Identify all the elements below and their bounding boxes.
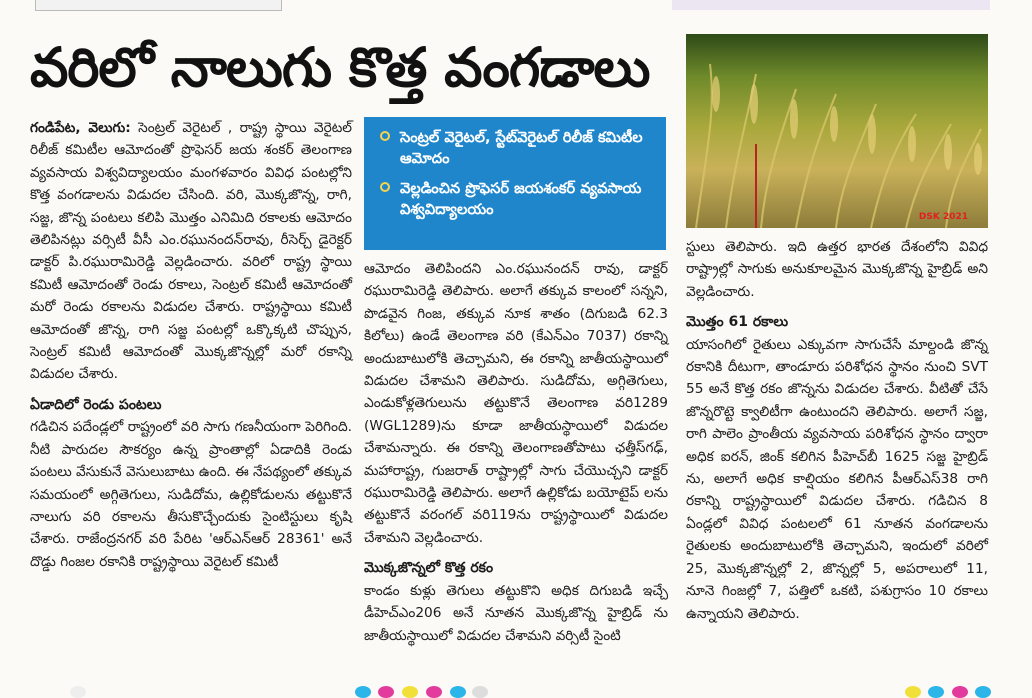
- registration-dot: [450, 686, 466, 698]
- subheading: మొక్కజొన్నలో కొత్త రకం: [364, 560, 494, 577]
- registration-dot: [70, 686, 86, 698]
- registration-dot: [975, 686, 991, 698]
- paragraph: ఆమోదం తెలిపిందని ఎం.రఘునందన్ రావు, డాక్టర్ రఘురామిరెడ్డి తెలిపారు. అలాగే తక్కువ కాలంలో సన్నని, పొడవైన గింజ, తక్కువ నూక శాతం (దిగుబడి 62.3 కిలోలు) ఉండే తెలంగాణ వరి (కేఎన్ఎం 7037) రకాన్ని అందుబాటులోకి తెచ్చామని, ఈ రకాన్ని జాతీయస్థాయిలో విడుదల చేశామని తెలిపారు. సుడిదోమ, అగ్గితెగులు, ఎండుకోళ్లతెగులును తట్టుకొనే తెలంగాణ వరి1289 (WGL1289)ను కూడా జాతీయస్థాయిలో విడుదల చేశామన్నారు. ఈ రకాన్ని తెలంగాణతోపాటు ఛత్తీస్‌గఢ్, మహారాష్ట్ర, గుజరాత్ రాష్ట్రాల్లో సాగు చేయొచ్చని డాక్టర్ రఘురామిరెడ్డి తెలిపారు. అలాగే ఉల్లికోడు బయోటైప్ లను తట్టుకొనే వరంగల్ వరి119ను రాష్ట్రస్థాయిలో విడుదల చేశామని వెల్లడించారు.: [364, 261, 668, 546]
- article-column-2: [364, 258, 668, 647]
- registration-dot: [928, 686, 944, 698]
- top-page-strip: [0, 0, 1032, 14]
- registration-dot: [905, 686, 921, 698]
- paragraph: యాసంగిలో రైతులు ఎక్కువగా సాగుచేసే మాల్దండి జొన్న రకానికి దీటుగా, తాండూరు పరిశోధన స్థానం నుంచి SVT 55 అనే కొత్త రకం జొన్నను విడుదల చేశారు. వీటితో చేసే జొన్నరొట్టె క్వాలిటీగా ఉంటుందని తెలిపారు. అలాగే సజ్జ, రాగి పాలెం ప్రాంతీయ వ్యవసాయ పరిశోధన స్థానం ద్వారా అధిక ఐరన్, జింక్ కలిగిన పీహెచ్‌బీ 1625 సజ్జ హైబ్రిడ్ ను, అలాగే అధిక కాల్షియం కలిగిన పీఆర్ఎస్38 రాగి రకాన్ని రాష్ట్రస్థాయిలో విడుదల చేశారు. గడిచిన 8 ఏండ్లలో వివిధ పంటలలో 61 నూతన వంగడాలను రైతులకు అందుబాటులోకి తెచ్చామని, ఇందులో వరిలో 25, మొక్కజొన్నల్లో 2, జొన్నల్లో 5, అపరాలులో 11, నూనె గింజల్లో 7, పత్తిలో ఒకటి, పశుగ్రాసం 10 రకాలు ఉన్నాయని తెలిపారు.: [686, 336, 988, 622]
- print-registration-strip: [0, 684, 1032, 696]
- subheading: ఏడాదిలో రెండు పంటలు: [30, 396, 162, 413]
- paragraph: [30, 117, 352, 386]
- subheading: మొత్తం 61 రకాలు: [686, 314, 789, 331]
- article-column-1: [30, 117, 352, 573]
- photo-credit: DSK 2021: [918, 212, 968, 222]
- highlight-text: వెల్లడించిన ప్రొఫెసర్ జయశంకర్ వ్యవసాయ విశ్వవిద్యాలయం: [400, 180, 642, 218]
- top-strip-left: [35, 0, 282, 11]
- registration-dot: [402, 686, 418, 698]
- registration-dot: [378, 686, 394, 698]
- dateline: గండిపేట, వెలుగు:: [30, 120, 131, 136]
- top-strip-right: [672, 0, 990, 10]
- bullet-ring-icon: [380, 182, 390, 192]
- paragraph: గడిచిన పదేండ్లలో రాష్ట్రంలో వరి సాగు గణనీయంగా పెరిగింది. నీటి పారుదల సౌకర్యం ఉన్న ప్రాంతాల్లో ఏడాదికి రెండు పంటలు వేసుకునే వెసులుబాటు ఉంది. ఈ నేపథ్యంలో తక్కువ సమయంలో అగ్గితెగులు, సుడిదోమ, ఉల్లికోడులను తట్టుకొనే నాలుగు వరి రకాలను తీసుకొచ్చేందుకు సైంటిస్టులు కృషి చేశారు. రాజేంద్రనగర్ వరి పేరిట 'ఆర్ఎన్ఆర్ 28361' అనే దొడ్డు గింజల రకానికి రాష్ట్రస్థాయి వెరైటల్ కమిటీ: [30, 419, 352, 570]
- registration-dot: [952, 686, 968, 698]
- paragraph-text: సెంట్రల్ వెరైటల్ , రాష్ట్ర స్థాయి వెరైటల్ రిలీజ్ కమిటీల ఆమోదంతో ప్రొఫెసర్ జయ శంకర్ తెలంగాణ వ్యవసాయ విశ్వవిద్యాలయం మంగళవారం వివిధ పంటల్లోని కొత్త వంగడాలను విడుదల చేసింది. వరి, మొక్కజొన్న, రాగి, సజ్జ, జొన్న పంటలు కలిపి మొత్తం ఎనిమిది రకాలకు ఆమోదం తెలిపినట్లు వర్సిటీ వీసీ ఎం.రఘునందన్‌రావు, రీసెర్చ్ డైరెక్టర్ డాక్టర్ పి.రఘురామిరెడ్డి వెల్లడించారు. వరిలో రాష్ట్ర స్థాయి కమిటీ ఆమోదంతో రెండు రకాలు, సెంట్రల్ కమిటీ ఆమోదంతో మరో రెండు రకాలను విడుదల చేశారు. రాష్ట్రస్థాయి కమిటీ ఆమోదంతో జొన్న, రాగి సజ్జ పంటల్లో ఒక్కొక్కటి చొప్పున, సెంట్రల్ కమిటీ ఆమోదంతో మొక్కజొన్నల్లో మరో రకాన్ని విడుదల చేశారు.: [30, 120, 352, 383]
- registration-dot: [472, 686, 488, 698]
- paragraph: కాండం కుళ్లు తెగులు తట్టుకొని అధిక దిగుబడి ఇచ్చే డీహెచ్ఎం206 అనే నూతన మొక్కజొన్న హైబ్రిడ్ ను జాతీయస్థాయిలో విడుదల చేశామని వర్సిటీ సైంటి: [364, 582, 668, 644]
- paddy-stalks-illustration: [686, 34, 988, 228]
- registration-dot: [355, 686, 371, 698]
- paddy-field-photo: [686, 34, 988, 228]
- registration-dot: [426, 686, 442, 698]
- article-column-3: [686, 236, 988, 625]
- highlight-item: [374, 178, 658, 220]
- highlight-item: [374, 127, 658, 169]
- article-headline: వరిలో నాలుగు కొత్త వంగడాలు: [30, 36, 650, 99]
- highlight-text: సెంట్రల్ వెరైటల్, స్టేట్‌వెరైటల్ రిలీజ్ కమిటీల ఆమోదం: [400, 129, 643, 167]
- paragraph: స్టులు తెలిపారు. ఇది ఉత్తర భారత దేశంలోని వివిధ రాష్ట్రాల్లో సాగుకు అనుకూలమైన మొక్కజొన్న హైబ్రిడ్ అని వెల్లడించారు.: [686, 239, 988, 300]
- highlight-box: [364, 117, 666, 250]
- bullet-ring-icon: [380, 131, 390, 141]
